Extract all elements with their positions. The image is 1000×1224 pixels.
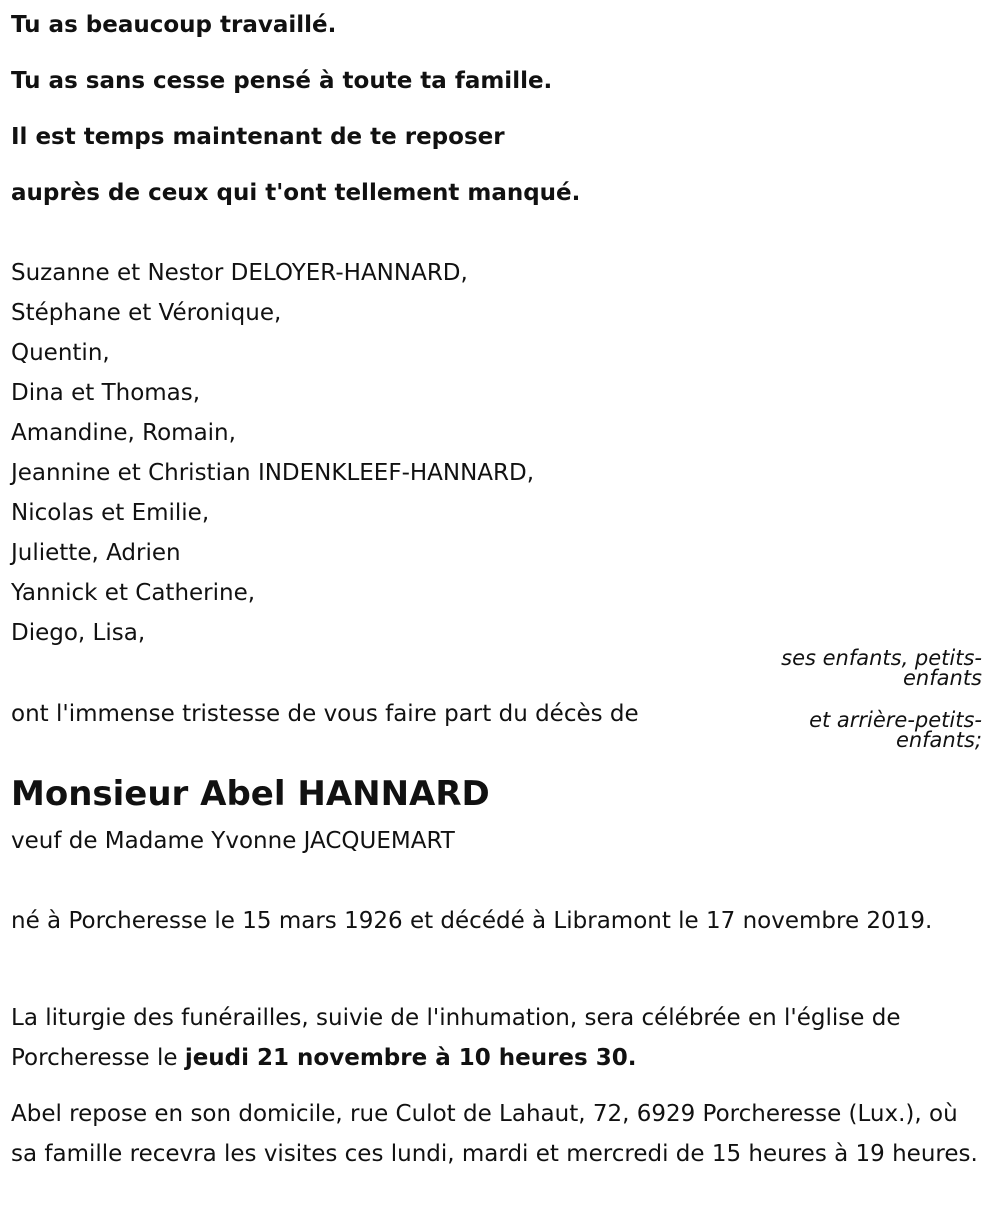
- relation-children-grandchildren: ses enfants, petits-enfants: [781, 646, 982, 690]
- family-member: Yannick et Catherine,: [11, 580, 256, 606]
- family-member: Quentin,: [11, 340, 110, 366]
- family-member: Diego, Lisa,: [11, 620, 146, 646]
- funeral-date: jeudi 21 novembre à 10 heures 30.: [184, 1045, 637, 1071]
- poem-line-1: Tu as beaucoup travaillé.: [11, 12, 337, 38]
- family-member: Nicolas et Emilie,: [11, 500, 210, 526]
- widow-of: veuf de Madame Yvonne JACQUEMART: [11, 828, 455, 854]
- announcement-text: ont l'immense tristesse de vous faire part du décès de: [11, 701, 639, 727]
- relation-great-grandchildren: et arrière-petits-enfants;: [809, 708, 982, 752]
- poem-line-2: Tu as sans cesse pensé à toute ta famille.: [11, 68, 553, 94]
- family-member: Dina et Thomas,: [11, 380, 201, 406]
- poem-line-3: Il est temps maintenant de te reposer: [11, 124, 505, 150]
- funeral-info: [11, 998, 986, 1078]
- family-member: Amandine, Romain,: [11, 420, 236, 446]
- family-member: Juliette, Adrien: [11, 540, 181, 566]
- family-member: Stéphane et Véronique,: [11, 300, 282, 326]
- funeral-text: La liturgie des funérailles, suivie de l'inhumation, sera célébrée en l'église de Porcheresse le: [11, 1005, 901, 1071]
- visitation-info: Abel repose en son domicile, rue Culot de Lahaut, 72, 6929 Porcheresse (Lux.), où sa famille recevra les visites ces lundi, mardi et mercredi de 15 heures à 19 heures.: [11, 1101, 978, 1167]
- family-member: Jeannine et Christian INDENKLEEF-HANNARD,: [11, 460, 535, 486]
- birth-death-info: né à Porcheresse le 15 mars 1926 et décédé à Libramont le 17 novembre 2019.: [11, 908, 933, 934]
- family-member: Suzanne et Nestor DELOYER-HANNARD,: [11, 260, 468, 286]
- deceased-name: Monsieur Abel HANNARD: [11, 774, 490, 814]
- poem-line-4: auprès de ceux qui t'ont tellement manqué.: [11, 180, 581, 206]
